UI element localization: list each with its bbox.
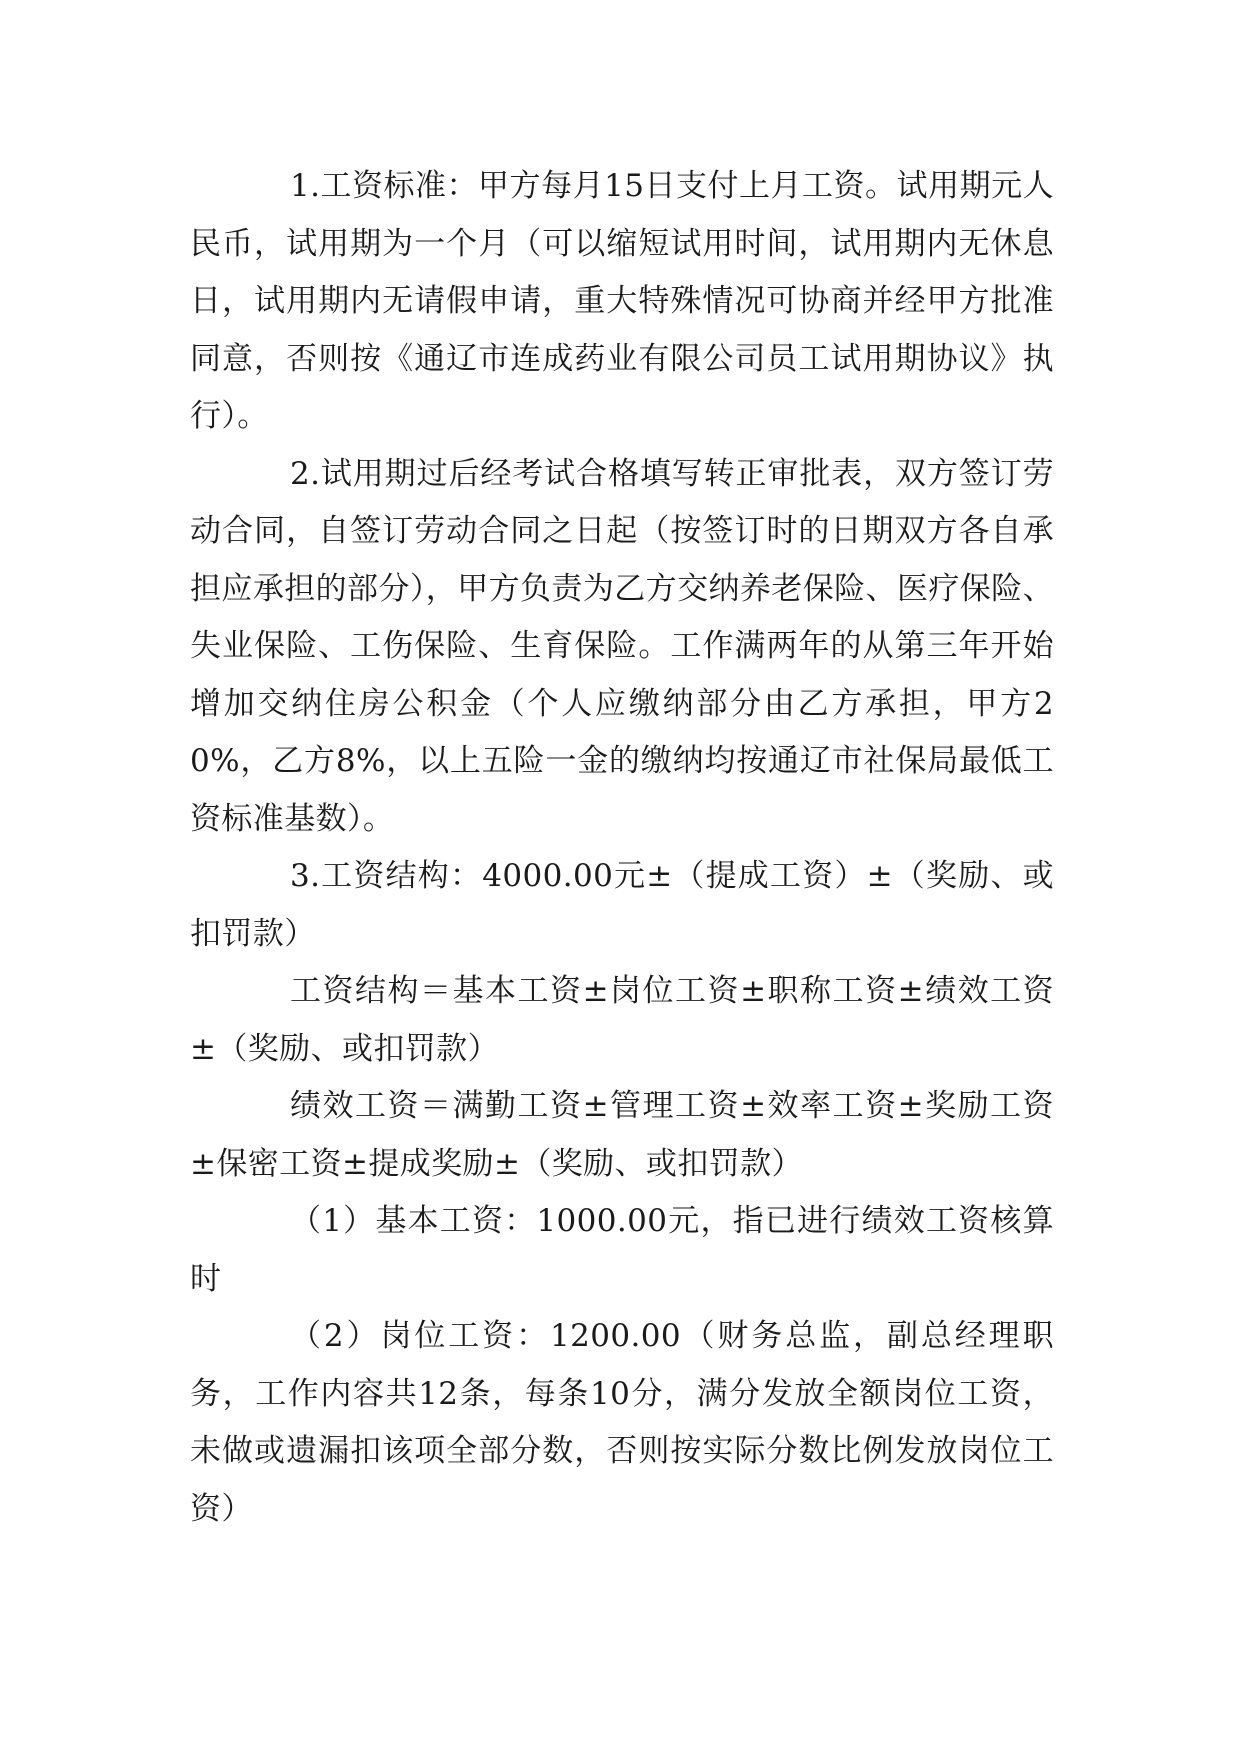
paragraph-wage-standard: 1.工资标准：甲方每月15日支付上月工资。试用期元人民币，试用期为一个月（可以缩短试用时间，试用期内无休息日，试用期内无请假申请，重大特殊情况可协商并经甲方批准同意，否则按《通辽市连成药业有限公司员工试用期协议》执行）。 <box>190 168 1054 434</box>
paragraph-position-wage: （2）岗位工资：1200.00（财务总监，副总经理职务，工作内容共12条，每条10分，满分发放全额岗位工资，未做或遗漏扣该项全部分数，否则按实际分数比例发放岗位工资） <box>190 1318 1054 1527</box>
paragraph-wage-structure-formula: 工资结构＝基本工资±岗位工资±职称工资±绩效工资±（奖励、或扣罚款） <box>190 973 1054 1067</box>
paragraph-basic-wage: （1）基本工资：1000.00元，指已进行绩效工资核算时 <box>190 1203 1054 1297</box>
paragraph-probation-insurance: 2.试用期过后经考试合格填写转正审批表，双方签订劳动合同，自签订劳动合同之日起（按签订时的日期双方各自承担应承担的部分），甲方负责为乙方交纳养老保险、医疗保险、失业保险、工伤保险、生育保险。工作满两年的从第三年开始增加交纳住房公积金（个人应缴纳部分由乙方承担，甲方20%，乙方8%，以上五险一金的缴纳均按通辽市社保局最低工资标准基数）。 <box>190 455 1054 837</box>
paragraph-performance-wage-formula: 绩效工资＝满勤工资±管理工资±效率工资±奖励工资±保密工资±提成奖励±（奖励、或扣罚款） <box>190 1088 1054 1182</box>
paragraph-wage-structure-total: 3.工资结构：4000.00元±（提成工资）±（奖励、或扣罚款） <box>190 858 1054 952</box>
document-body <box>190 158 1054 1538</box>
